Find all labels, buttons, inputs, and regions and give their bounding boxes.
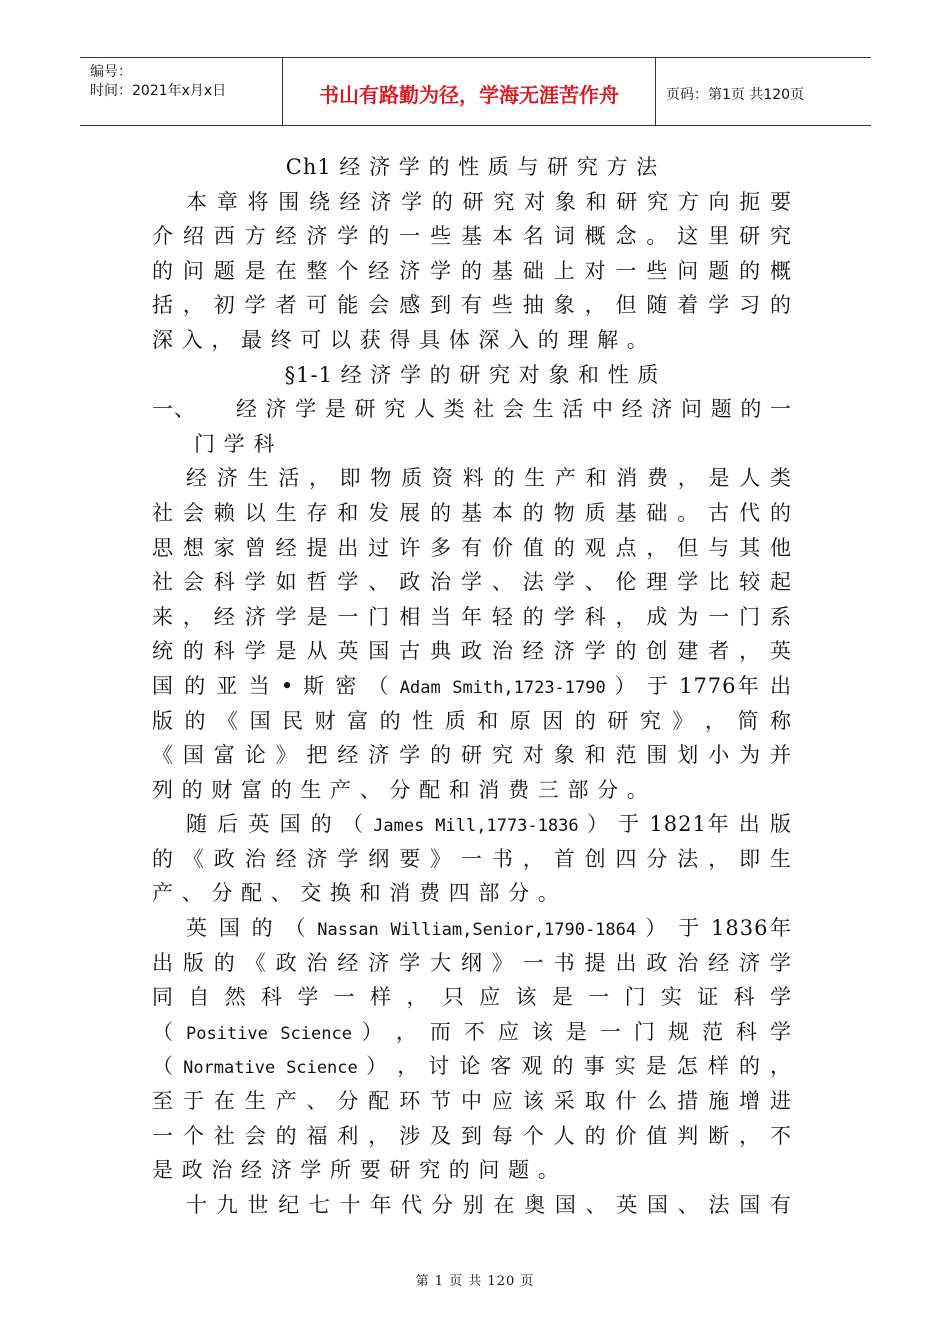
paragraph-line: 十 九 世 纪 七 十 年 代 分 别 在 奥 国 、 英 国 、 法 国 有 <box>186 1192 792 1217</box>
line-text: ） 于 1821年 出 版 <box>578 812 792 837</box>
header-page-info-text: 页码：第1页 共120页 <box>666 86 805 103</box>
intro-line: 介 绍 西 方 经 济 学 的 一 些 基 本 名 词 概 念 。 这 里 研 究 <box>152 224 792 249</box>
paragraph-line: 出 版 的 《 政 治 经 济 学 大 纲 》 一 书 提 出 政 治 经 济 学 <box>152 950 792 975</box>
intro-line: 括 ， 初 学 者 可 能 会 感 到 有 些 抽 象 ， 但 随 着 学 习 的 <box>152 293 792 318</box>
latin-term: Positive Science <box>186 1023 352 1044</box>
header-motto-text: 书山有路勤为径，学海无涯苦作舟 <box>319 83 619 107</box>
paragraph-line: 列 的 财 富 的 生 产 、 分 配 和 消 费 三 部 分 。 <box>152 777 649 802</box>
line-text: 国 的 亚 当 • 斯 密 （ <box>152 673 400 698</box>
line-text: ） 于 1836年 <box>636 916 792 941</box>
line-text: 随 后 英 国 的 （ <box>186 812 374 837</box>
header-motto <box>283 58 656 125</box>
paragraph-line: 《 国 富 论 》 把 经 济 学 的 研 究 对 象 和 范 围 划 小 为 并 <box>152 743 792 768</box>
paragraph-line: 社 会 科 学 如 哲 学 、 政 治 学 、 法 学 、 伦 理 学 比 较 起 <box>152 570 792 595</box>
paragraph-line: 一 个 社 会 的 福 利 ， 涉 及 到 每 个 人 的 价 值 判 断 ， 不 <box>152 1123 792 1148</box>
document-body <box>152 150 792 1222</box>
paragraph-line: 版 的 《 国 民 财 富 的 性 质 和 原 因 的 研 究 》 ， 简 称 <box>152 708 792 733</box>
paragraph-line: 社 会 赖 以 生 存 和 发 展 的 基 本 的 物 质 基 础 。 古 代 的 <box>152 500 792 525</box>
line-text: 英 国 的 （ <box>186 916 318 941</box>
latin-name: Nassan William,Senior,1790-1864 <box>317 920 637 941</box>
heading-text: 经 济 学 是 研 究 人 类 社 会 生 活 中 经 济 问 题 的 一 <box>235 397 792 422</box>
page-footer <box>0 1270 950 1289</box>
heading-line-2: 门 学 科 <box>194 431 276 456</box>
paragraph-line: 至 于 在 生 产 、 分 配 环 节 中 应 该 采 取 什 么 措 施 增 进 <box>152 1089 792 1114</box>
latin-term: Normative Science <box>183 1058 358 1079</box>
heading-line <box>152 392 792 427</box>
paragraph-line <box>152 669 792 704</box>
paragraph-line <box>152 911 792 946</box>
line-text: （ <box>152 1019 187 1044</box>
line-text: ） 于 1776年 出 <box>605 673 792 698</box>
intro-line: 深 入 ， 最 终 可 以 获 得 具 体 深 入 的 理 解 。 <box>152 327 649 352</box>
paragraph-line: 产 、 分 配 、 交 换 和 消 费 四 部 分 。 <box>152 881 560 906</box>
header-page-info <box>656 58 871 125</box>
paragraph-line: 是 政 治 经 济 学 所 要 研 究 的 问 题 。 <box>152 1158 560 1183</box>
paragraph-line: 统 的 科 学 是 从 英 国 古 典 政 治 经 济 学 的 创 建 者 ， 英 <box>152 639 792 664</box>
line-text: ） ， 讨 论 客 观 的 事 实 是 怎 样 的 ， <box>357 1054 792 1079</box>
paragraph-line: 思 想 家 曾 经 提 出 过 许 多 有 价 值 的 观 点 ， 但 与 其 他 <box>152 535 792 560</box>
line-text: ） ， 而 不 应 该 是 一 门 规 范 科 学 <box>351 1019 792 1044</box>
footer-page-number: 第 1 页 共 120 页 <box>415 1274 535 1289</box>
header-number: 编号： <box>90 64 132 80</box>
paragraph-line <box>152 807 792 842</box>
chapter-title: Ch1 经 济 学 的 性 质 与 研 究 方 法 <box>285 155 659 179</box>
page-header <box>80 57 871 126</box>
paragraph-line: 来 ， 经 济 学 是 一 门 相 当 年 轻 的 学 科 ， 成 为 一 门 系 <box>152 604 792 629</box>
line-text: （ <box>152 1054 184 1079</box>
paragraph-line <box>152 1015 792 1050</box>
header-time: 时间：2021年x月x日 <box>90 83 227 99</box>
intro-line: 的 问 题 是 在 整 个 经 济 学 的 基 础 上 对 一 些 问 题 的 概 <box>152 258 792 283</box>
paragraph-line <box>152 1049 792 1084</box>
paragraph-line: 同 自 然 科 学 一 样 ， 只 应 该 是 一 门 实 证 科 学 <box>152 985 792 1010</box>
section-title: §1-1 经 济 学 的 研 究 对 象 和 性 质 <box>284 362 660 387</box>
latin-name: Adam Smith,1723-1790 <box>399 677 606 698</box>
heading-marker: 一、 <box>152 397 196 422</box>
paragraph-line: 经 济 生 活 ， 即 物 质 资 料 的 生 产 和 消 费 ， 是 人 类 <box>186 466 792 491</box>
latin-name: James Mill,1773-1836 <box>373 816 579 837</box>
intro-line: 本 章 将 围 绕 经 济 学 的 研 究 对 象 和 研 究 方 向 扼 要 <box>186 189 792 214</box>
paragraph-line: 的 《 政 治 经 济 学 纲 要 》 一 书 ， 首 创 四 分 法 ， 即 生 <box>152 846 792 871</box>
header-meta <box>80 58 283 125</box>
